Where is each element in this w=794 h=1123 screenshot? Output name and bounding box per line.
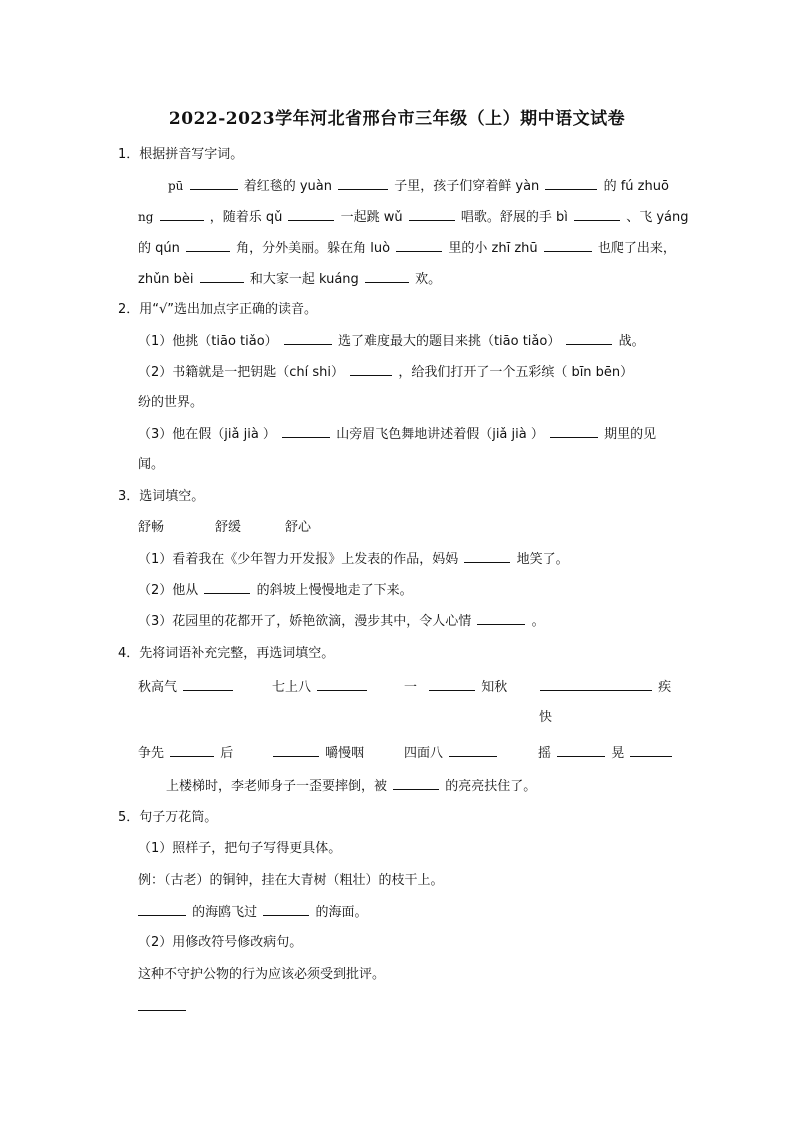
q2-item-3: （3）他在假（jiǎ jià ） 山旁眉飞色舞地讲述着假（jiǎ jià ） 期里的见 (138, 427, 657, 442)
q5-example: 例：（古老）的铜钟，挂在大青树（粗壮）的枝干上。 (138, 873, 444, 888)
answer-blank[interactable] (545, 177, 597, 190)
answer-blank[interactable] (263, 903, 309, 916)
answer-blank[interactable] (557, 744, 605, 757)
q5-fill: 的海鸥飞过 的海面。 (138, 903, 367, 922)
idiom-row-1-d-cont: 快 (539, 710, 553, 725)
q4-sentence: 上楼梯时，李老师身子一歪要摔倒，被 的亮亮扶住了。 (166, 779, 537, 794)
q3-item-2: （2）他从 的斜坡上慢慢地走了下来。 (138, 583, 413, 598)
question-number: 4． (118, 646, 140, 661)
question-4-heading (118, 645, 334, 663)
answer-blank[interactable] (544, 239, 592, 252)
question-text: 先将词语补充完整，再选词填空。 (139, 646, 335, 661)
question-5-heading (118, 809, 217, 827)
question-text: 用“√”选出加点字正确的读音。 (139, 302, 318, 317)
question-text: 句子万花筒。 (139, 810, 218, 825)
page-title: 2022-2023学年河北省邢台市三年级（上）期中语文试卷 (168, 109, 626, 129)
answer-blank[interactable] (365, 270, 409, 283)
q3-item-1: （1）看着我在《少年智力开发报》上发表的作品，妈妈 地笑了。 (138, 552, 569, 567)
answer-blank[interactable] (288, 208, 334, 221)
answer-blank[interactable] (464, 550, 510, 563)
q1-line-2: ng ，随着乐 qǔ 一起跳 wǔ 唱歌。舒展的手 bì 、飞 yáng (138, 210, 689, 225)
answer-blank[interactable] (284, 332, 332, 345)
q2-item-2-cont: 纷的世界。 (138, 395, 204, 410)
answer-blank[interactable] (630, 744, 672, 757)
idiom-row-1-c: 一 知秋 (404, 680, 508, 695)
answer-blank[interactable] (160, 208, 204, 221)
q1-line-3: 的 qún 角，分外美丽。躲在角 luò 里的小 zhī zhū 也爬了出来， (138, 241, 676, 256)
word-option: 舒心 (285, 520, 312, 535)
idiom-row-1-b: 七上八 (272, 678, 369, 697)
answer-blank[interactable] (409, 208, 455, 221)
q5-answer-line (138, 998, 188, 1017)
q5-part-2: （2）用修改符号修改病句。 (138, 935, 303, 950)
answer-blank[interactable] (138, 903, 186, 916)
idiom-row-1-a: 秋高气 (138, 678, 235, 697)
idiom-row-2-b: 嚼慢咽 (271, 744, 364, 763)
answer-blank[interactable] (186, 239, 230, 252)
question-number: 5． (118, 810, 140, 825)
answer-blank[interactable] (429, 678, 475, 691)
word-option: 舒畅 (138, 520, 165, 535)
answer-blank[interactable] (550, 425, 598, 438)
q5-part-1: （1）照样子，把句子写得更具体。 (138, 841, 342, 856)
answer-blank[interactable] (282, 425, 330, 438)
answer-blank[interactable] (350, 363, 392, 376)
question-3-heading (118, 488, 204, 506)
answer-blank[interactable] (204, 581, 250, 594)
idiom-row-2-a: 争先 后 (138, 746, 234, 761)
answer-blank[interactable] (477, 612, 525, 625)
q1-line-4: zhǔn bèi 和大家一起 kuáng 欢。 (138, 272, 442, 287)
q2-item-1: （1）他挑（tiāo tiǎo） 选了难度最大的题目来挑（tiāo tiǎo） 战。 (138, 334, 645, 349)
answer-blank[interactable] (540, 678, 652, 691)
question-text: 根据拼音写字词。 (139, 147, 244, 162)
answer-blank[interactable] (566, 332, 612, 345)
answer-blank[interactable] (317, 678, 367, 691)
question-number: 1． (118, 147, 140, 162)
answer-blank[interactable] (396, 239, 442, 252)
answer-blank[interactable] (574, 208, 620, 221)
answer-blank[interactable] (273, 744, 319, 757)
q1-line-1: pū 着红毯的 yuàn 子里，孩子们穿着鲜 yàn 的 fú zhuō (168, 179, 669, 194)
answer-blank[interactable] (170, 744, 214, 757)
idiom-row-2-c: 四面八 (404, 744, 499, 763)
word-option: 舒缓 (215, 520, 242, 535)
question-text: 选词填空。 (139, 489, 205, 504)
word-bank (138, 519, 311, 537)
q2-item-2: （2）书籍就是一把钥匙（chí shi） ，给我们打开了一个五彩缤（ bīn bēn） (138, 365, 634, 380)
q3-item-3: （3）花园里的花都开了，娇艳欲滴，漫步其中，令人心情 。 (138, 614, 545, 629)
answer-blank[interactable] (183, 678, 233, 691)
answer-blank[interactable] (393, 777, 439, 790)
idiom-row-1-d: 疾 (538, 678, 671, 697)
question-2-heading (118, 301, 317, 319)
question-1-heading (118, 146, 243, 164)
answer-blank[interactable] (200, 270, 244, 283)
answer-blank[interactable] (138, 998, 186, 1011)
answer-blank[interactable] (449, 744, 497, 757)
question-number: 2． (118, 302, 140, 317)
idiom-row-2-d: 摇 晃 (538, 744, 674, 763)
answer-blank[interactable] (338, 177, 388, 190)
question-number: 3． (118, 489, 140, 504)
q2-item-3-cont: 闻。 (138, 457, 165, 472)
q5-sentence: 这种不守护公物的行为应该必须受到批评。 (138, 967, 386, 982)
answer-blank[interactable] (190, 177, 238, 190)
